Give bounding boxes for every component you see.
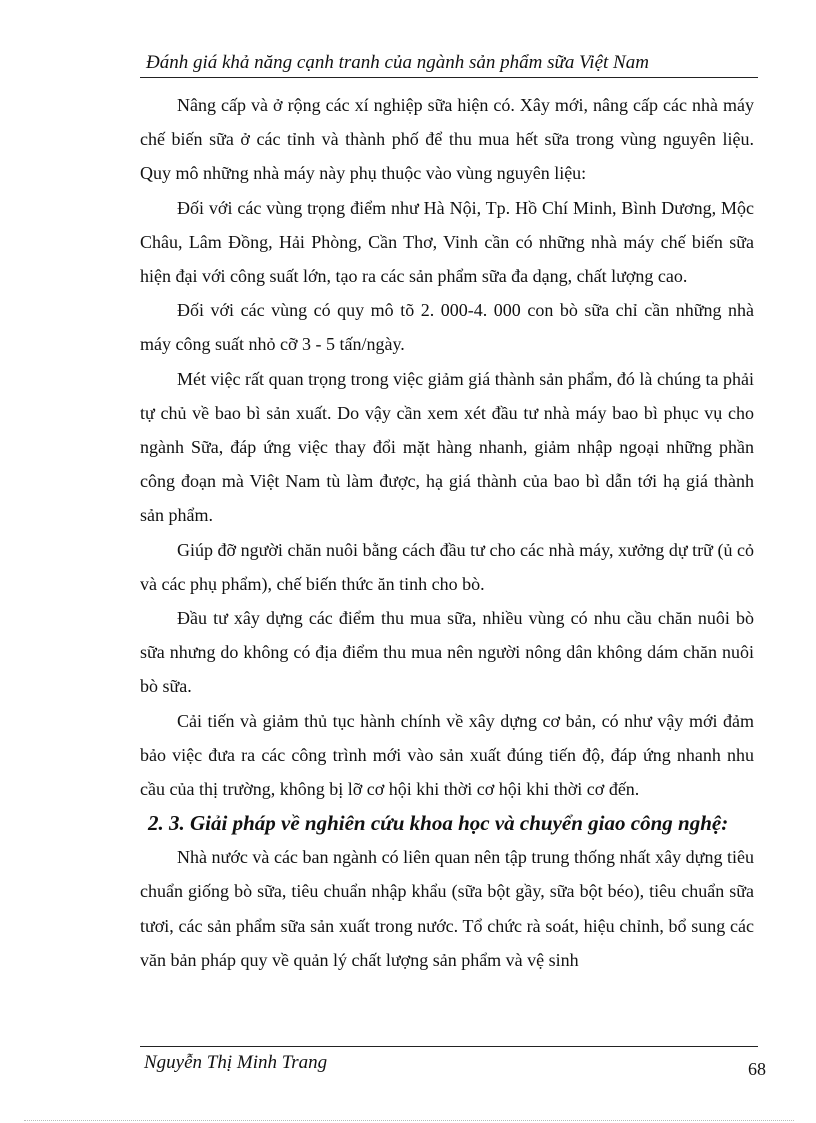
section-paragraph: Nhà nước và các ban ngành có liên quan nên tập trung thống nhất xây dựng tiêu chuẩn giống bò sữa, tiêu chuẩn nhập khẩu (sữa bột gầy, sữa bột béo), tiêu chuẩn sữa tươi, các sản phẩm sữa sản xuất trong nước. Tổ chức rà soát, hiệu chỉnh, bổ sung các văn bản pháp quy về quản lý chất lượng sản phẩm và vệ sinh	[140, 847, 754, 970]
running-header: Đánh giá khả năng cạnh tranh của ngành sản phẩm sữa Việt Nam	[146, 52, 649, 73]
section-heading: 2. 3. Giải pháp về nghiên cứu khoa học và chuyển giao công nghệ:	[148, 811, 729, 836]
paragraph-5: Giúp đỡ người chăn nuôi bằng cách đầu tư cho các nhà máy, xưởng dự trữ (ủ cỏ và các phụ phẩm), chế biến thức ăn tinh cho bò.	[140, 539, 754, 594]
footer-rule	[140, 1046, 758, 1047]
paragraph-6: Đầu tư xây dựng các điểm thu mua sữa, nhiều vùng có nhu cầu chăn nuôi bò sữa nhưng do không có địa điểm thu mua nên người nông dân không dám chăn nuôi bò sữa.	[140, 608, 754, 697]
header-rule	[140, 77, 758, 78]
footer-author: Nguyễn Thị Minh Trang	[144, 1052, 328, 1073]
page-edge-divider	[24, 1120, 794, 1121]
paragraph-1: Nâng cấp và ở rộng các xí nghiệp sữa hiện có. Xây mới, nâng cấp các nhà máy chế biến sữa ở các tỉnh và thành phố để thu mua hết sữa trong vùng nguyên liệu. Quy mô những nhà máy này phụ thuộc vào vùng nguyên liệu:	[140, 95, 754, 184]
paragraph-3: Đối với các vùng có quy mô tõ 2. 000-4. 000 con bò sữa chỉ cần những nhà máy công suất nhỏ cỡ 3 - 5 tấn/ngày.	[140, 300, 754, 355]
paragraph-4: Mét việc rất quan trọng trong việc giảm giá thành sản phẩm, đó là chúng ta phải tự chủ về bao bì sản xuất. Do vậy cần xem xét đầu tư nhà máy bao bì phục vụ cho ngành Sữa, đáp ứng việc thay đổi mặt hàng nhanh, giảm nhập ngoại những phần công đoạn mà Việt Nam tù làm được, hạ giá thành của bao bì dẫn tới hạ giá thành sản phẩm.	[140, 368, 754, 526]
body-text	[140, 88, 754, 977]
paragraph-7: Cải tiến và giảm thủ tục hành chính về xây dựng cơ bản, có như vậy mới đảm bảo việc đưa ra các công trình mới vào sản xuất đúng tiến độ, đáp ứng nhanh nhu cầu của thị trường, không bị lỡ cơ hội khi thời cơ hội khi thời cơ đến.	[140, 710, 754, 800]
page-number: 68	[748, 1059, 766, 1079]
paragraph-2: Đối với các vùng trọng điểm như Hà Nội, Tp. Hồ Chí Minh, Bình Dương, Mộc Châu, Lâm Đồng, Hải Phòng, Cần Thơ, Vinh cần có những nhà máy chế biến sữa hiện đại với công suất lớn, tạo ra các sản phẩm sữa đa dạng, chất lượng cao.	[140, 197, 754, 287]
